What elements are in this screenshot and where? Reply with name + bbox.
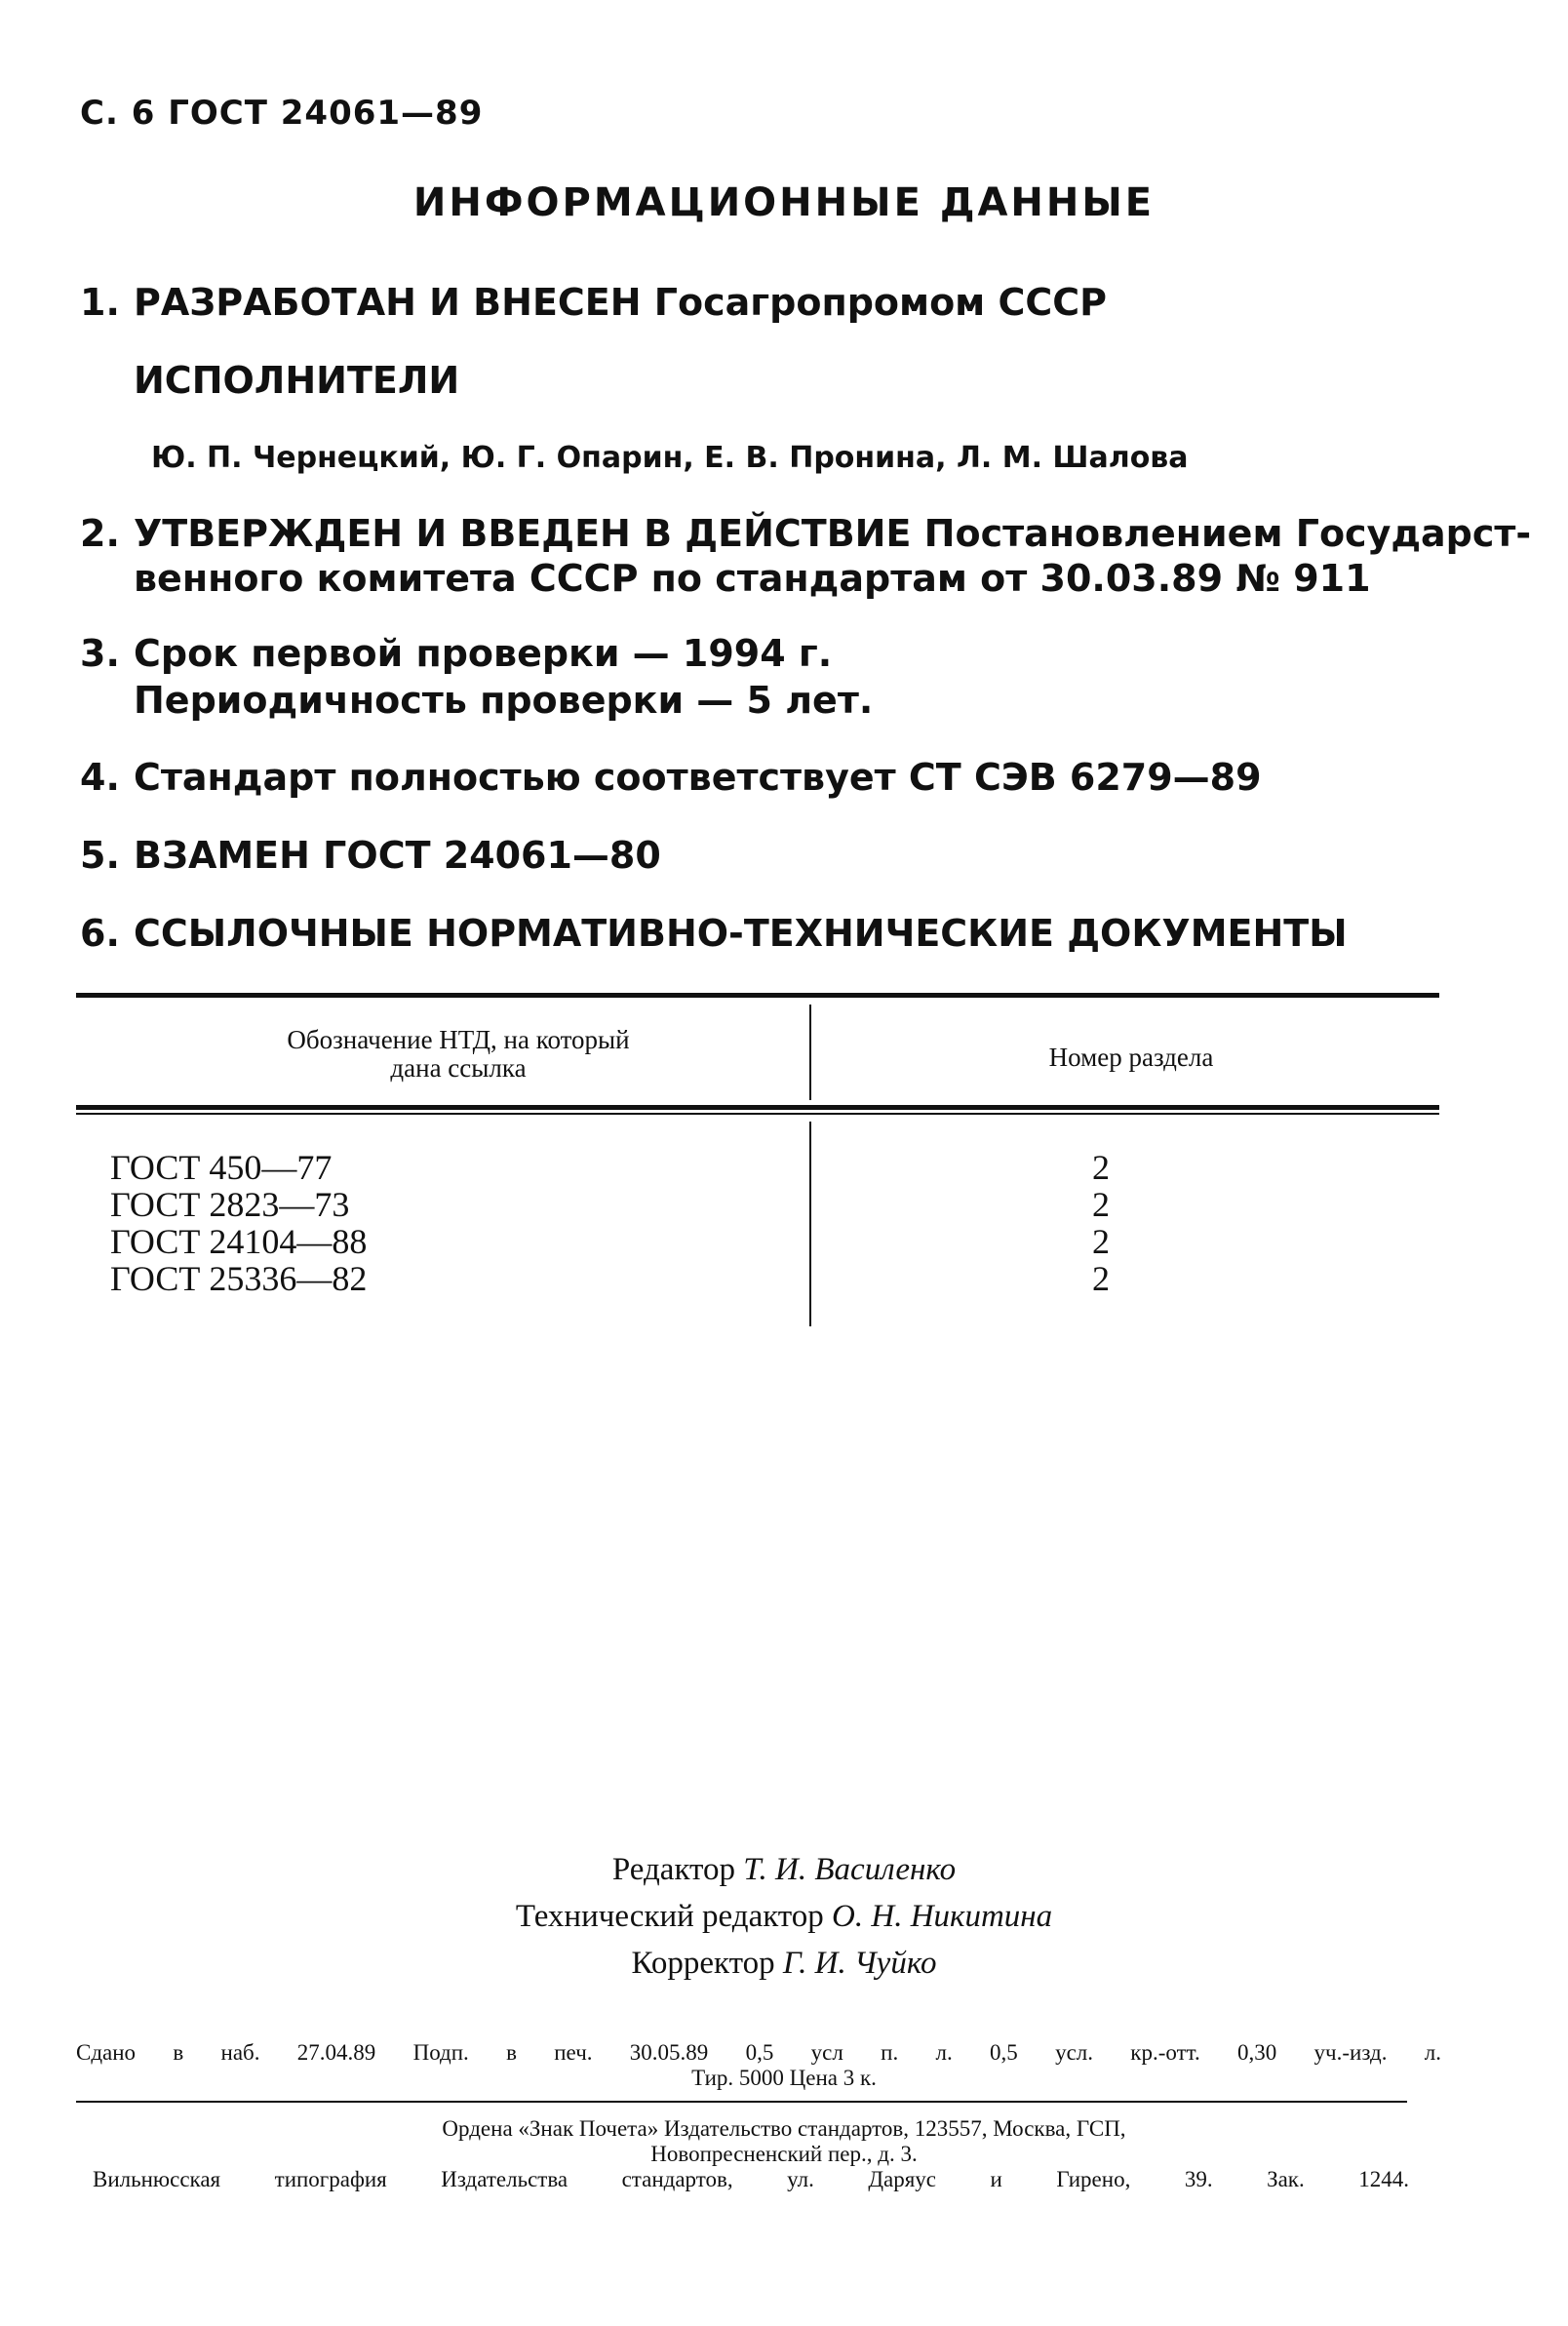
section-2-number: 2. [80,512,120,555]
section-5-number: 5. [80,834,120,877]
section-5-text: ВЗАМЕН ГОСТ 24061—80 [134,834,661,877]
section-3-number: 3. [80,632,120,675]
credit-tech-editor [0,1893,1568,1940]
table-top-rule [76,993,1439,998]
section-1-text: Госагропромом СССР [653,281,1107,324]
section-6-text: ССЫЛОЧНЫЕ НОРМАТИВНО-ТЕХНИЧЕСКИЕ ДОКУМЕНТЫ [134,912,1348,955]
section-1-number: 1. [80,281,120,324]
section-3-line2: Периодичность проверки — 5 лет. [134,679,874,722]
section-2-lead: УТВЕРЖДЕН И ВВЕДЕН В ДЕЙСТВИЕ [134,512,912,555]
section-6-number: 6. [80,912,120,955]
credit-corrector-role: Корректор [631,1946,775,1981]
section-4-number: 4. [80,756,120,799]
table-header-rule-thick [76,1105,1439,1110]
table-header-divider [809,1005,811,1100]
table-row-section: 2 [1092,1148,1110,1187]
imprint-line-4: Новопресненский пер., д. 3. [650,2142,918,2166]
table-row-section: 2 [1092,1222,1110,1261]
credit-editor-role: Редактор [611,1852,736,1887]
table-header-doc [176,1026,741,1083]
table-header-doc-line1: Обозначение НТД, на который [287,1025,630,1054]
imprint-line-3: Ордена «Знак Почета» Издательство стандартов, 123557, Москва, ГСП, [442,2116,1126,2141]
imprint-divider [76,2101,1407,2103]
table-row-doc: ГОСТ 450—77 [110,1148,333,1187]
table-header-section: Номер раздела [1048,1043,1214,1072]
credit-tech-role: Технический редактор [515,1899,824,1934]
page-header: С. 6 ГОСТ 24061—89 [80,94,484,133]
section-2-text-line1: Постановлением Государст- [923,512,1532,555]
table-row-section: 2 [1092,1185,1110,1224]
executors-heading: ИСПОЛНИТЕЛИ [134,359,460,402]
section-3-line1: Срок первой проверки — 1994 г. [134,632,833,675]
table-body-divider [809,1122,811,1326]
credit-corrector [0,1940,1568,1987]
table-row-doc: ГОСТ 2823—73 [110,1185,350,1224]
section-4-text: Стандарт полностью соответствует СТ СЭВ 6279—89 [134,756,1262,799]
executors-names: Ю. П. Чернецкий, Ю. Г. Опарин, Е. В. Пронина, Л. М. Шалова [151,441,1189,475]
table-row-doc: ГОСТ 24104—88 [110,1222,368,1261]
document-title: ИНФОРМАЦИОННЫЕ ДАННЫЕ [412,180,1156,225]
table-row-section: 2 [1092,1259,1110,1298]
table-header-doc-line2: дана ссылка [390,1053,527,1083]
table-row-doc: ГОСТ 25336—82 [110,1259,368,1298]
credit-editor-name: Т. И. Василенко [743,1852,957,1887]
imprint-line-2: Тир. 5000 Цена 3 к. [691,2066,877,2090]
credit-tech-name: О. Н. Никитина [832,1899,1053,1934]
imprint-line-1: Сдано в наб. 27.04.89 Подп. в печ. 30.05.89 0,5 усл п. л. 0,5 усл. кр.-отт. 0,30 уч.-изд. л. [76,2040,1441,2065]
imprint-line-5: Вильнюсская типография Издательства стандартов, ул. Даряус и Гирено, 39. Зак. 1244. [93,2167,1409,2191]
table-header-rule-thin [76,1113,1439,1115]
section-2-text-line2: венного комитета СССР по стандартам от 30.03.89 № 911 [134,557,1371,600]
credit-corrector-name: Г. И. Чуйко [782,1946,937,1981]
credit-editor [0,1846,1568,1893]
section-1-lead: РАЗРАБОТАН И ВНЕСЕН [134,281,642,324]
